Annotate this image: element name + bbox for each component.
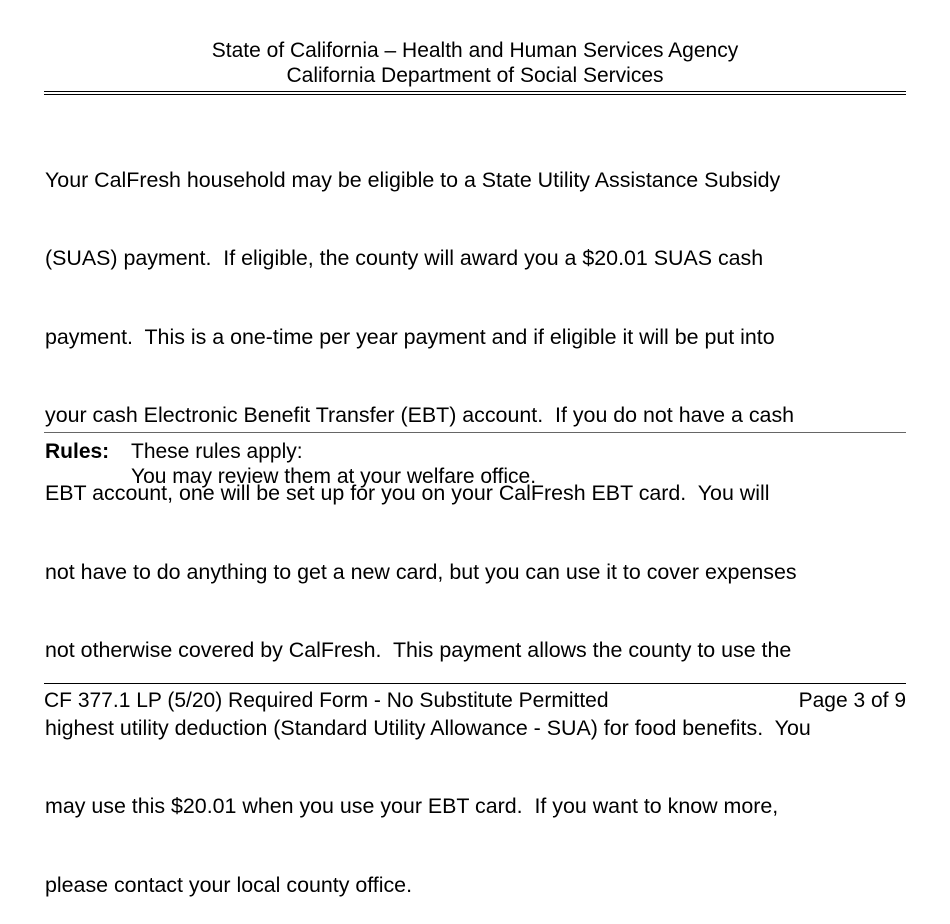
rules-label: Rules: (45, 440, 110, 463)
body-line: (SUAS) payment. If eligible, the county will award you a $20.01 SUAS cash (45, 246, 764, 271)
body-line: Your CalFresh household may be eligible to a State Utility Assistance Subsidy (45, 168, 781, 193)
form-id: CF 377.1 LP (5/20) Required Form - No Substitute Permitted (44, 689, 609, 712)
notice-body (45, 115, 925, 924)
body-line: payment. This is a one-time per year payment and if eligible it will be put into (45, 324, 775, 349)
rules-intro: These rules apply: (131, 440, 303, 463)
header-rule-bottom (44, 94, 906, 95)
header-rule-top (44, 91, 906, 92)
body-line: may use this $20.01 when you use your EBT card. If you want to know more, (45, 794, 779, 819)
body-line: highest utility deduction (Standard Utility Allowance - SUA) for food benefits. You (45, 716, 811, 741)
department-title: California Department of Social Services (286, 64, 664, 87)
body-line: EBT account, one will be set up for you on your CalFresh EBT card. You will (45, 481, 770, 506)
body-line: please contact your local county office. (45, 872, 413, 897)
rules-divider (44, 432, 906, 433)
footer-divider (44, 683, 906, 684)
document-header (44, 38, 906, 88)
body-line: not otherwise covered by CalFresh. This payment allows the county to use the (45, 637, 792, 662)
page-number: Page 3 of 9 (798, 689, 906, 712)
rules-review-note: You may review them at your welfare office. (131, 465, 537, 488)
body-line: not have to do anything to get a new card, but you can use it to cover expenses (45, 559, 797, 584)
body-line: your cash Electronic Benefit Transfer (EBT) account. If you do not have a cash (45, 403, 795, 428)
agency-title: State of California – Health and Human Services Agency (211, 39, 739, 62)
